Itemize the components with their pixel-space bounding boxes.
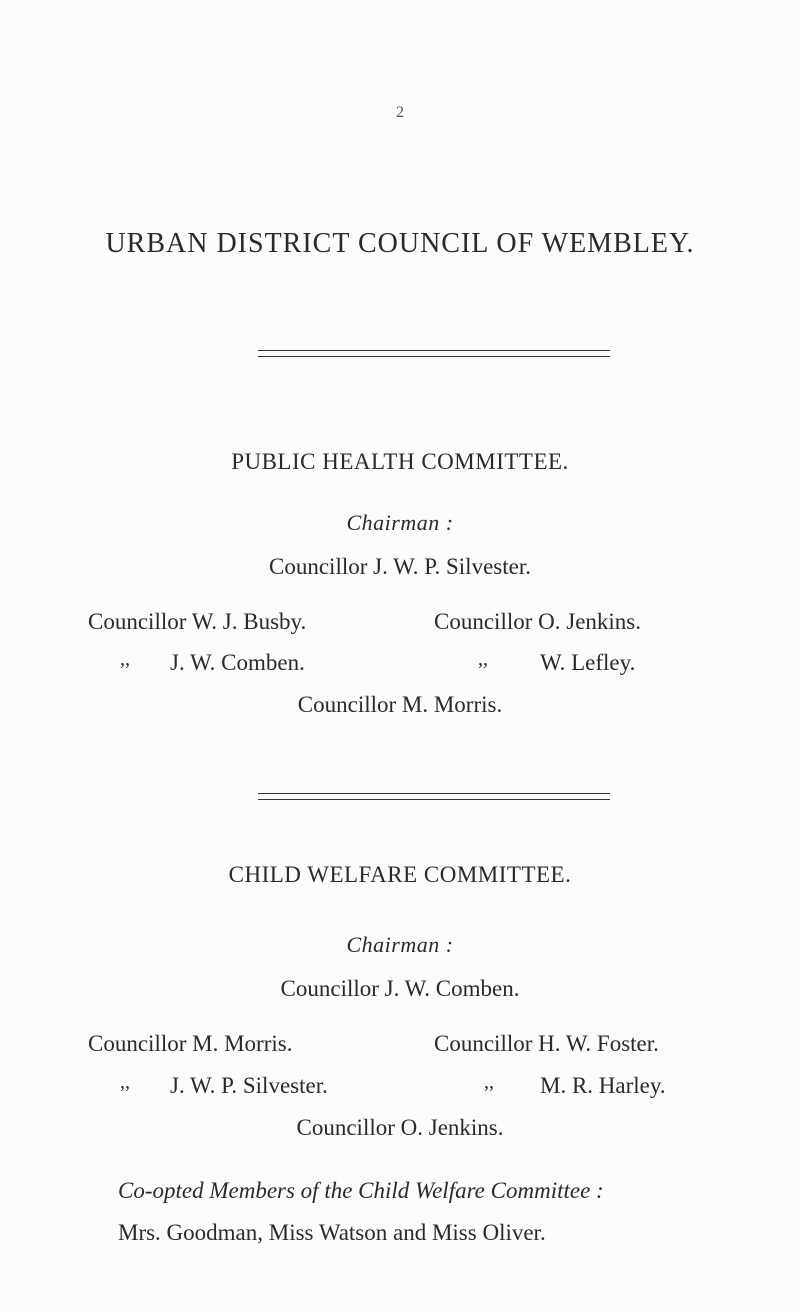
public-health-chairman: Councillor J. W. P. Silvester. <box>269 554 531 579</box>
child-welfare-member: Councillor O. Jenkins. <box>296 1115 504 1140</box>
public-health-title: PUBLIC HEALTH COMMITTEE. <box>231 449 569 474</box>
page-number: 2 <box>396 104 404 121</box>
ditto-mark: ,, <box>478 648 488 670</box>
child-welfare-member: Councillor H. W. Foster. <box>434 1031 659 1056</box>
public-health-chairman-label: Chairman : <box>346 510 454 535</box>
ditto-mark: ,, <box>120 648 130 670</box>
public-health-member: Councillor M. Morris. <box>297 692 503 717</box>
public-health-member: Councillor O. Jenkins. <box>434 609 641 634</box>
public-health-member: Councillor W. J. Busby. <box>88 609 307 634</box>
child-welfare-member: M. R. Harley. <box>540 1073 666 1098</box>
child-welfare-title: CHILD WELFARE COMMITTEE. <box>228 862 572 887</box>
child-welfare-chairman: Councillor J. W. Comben. <box>280 976 520 1001</box>
ditto-mark: ,, <box>120 1071 130 1093</box>
child-welfare-chairman-label: Chairman : <box>346 932 454 957</box>
ditto-mark: ,, <box>484 1071 494 1093</box>
child-welfare-member: Councillor M. Morris. <box>88 1031 293 1056</box>
coopted-members: Mrs. Goodman, Miss Watson and Miss Oliver. <box>118 1220 546 1245</box>
public-health-member: J. W. Comben. <box>170 650 305 675</box>
public-health-member: W. Lefley. <box>540 650 636 675</box>
divider-middle <box>258 793 610 800</box>
council-title: URBAN DISTRICT COUNCIL OF WEMBLEY. <box>105 228 695 259</box>
divider-top <box>258 350 610 357</box>
coopted-label: Co-opted Members of the Child Welfare Committee : <box>118 1178 604 1203</box>
child-welfare-member: J. W. P. Silvester. <box>170 1073 328 1098</box>
